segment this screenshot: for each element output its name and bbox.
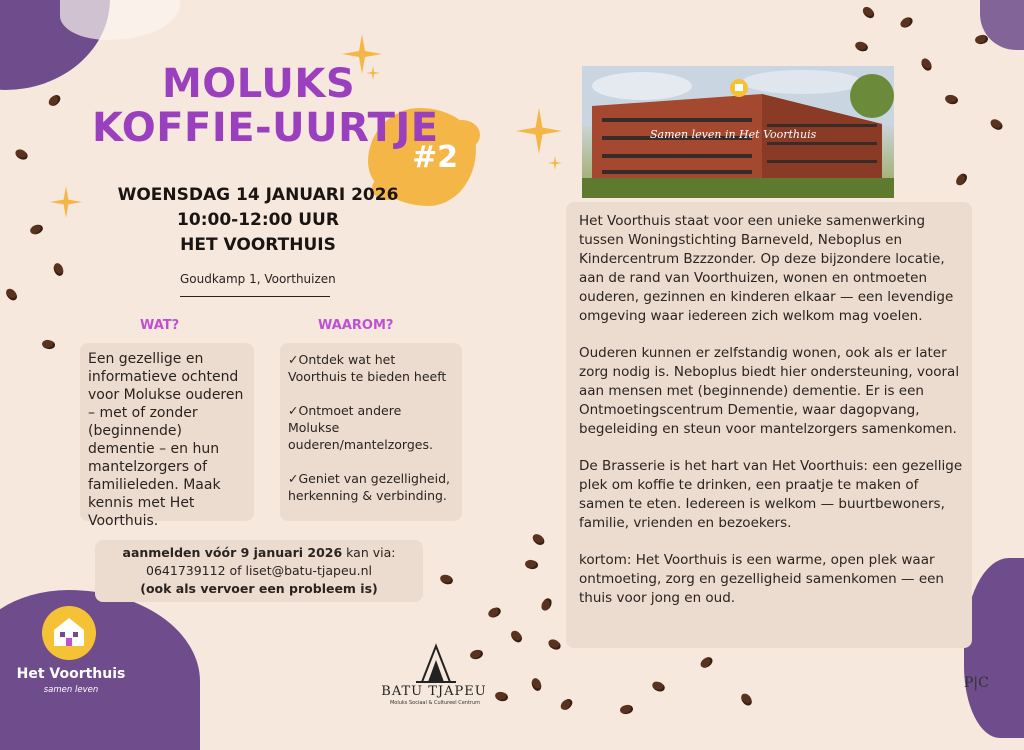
title-line-1: MOLUKS	[162, 61, 356, 107]
about-paragraph: Het Voorthuis staat voor een unieke samenwerking tussen Woningstichting Barneveld, Neboplus en Kindercentrum Bzzzonder. Op deze bijzondere locatie, aan de rand van Voorthuizen, wonen en ontmoeten ouderen, gezinnen en kinderen elkaar — een levendige omgeving waar iedereen zich welkom mag voelen.	[579, 213, 954, 324]
building-photo	[582, 66, 894, 198]
corner-decoration-top-right	[980, 0, 1024, 50]
batu-tjapeu-logo-icon	[412, 642, 460, 684]
edition-badge: #2	[412, 140, 459, 175]
batu-tjapeu-logo-tagline: Moluks Sociaal & Cultureel Centrum	[389, 700, 481, 706]
title-line-2: KOFFIE-UURTJE	[92, 105, 439, 151]
divider	[180, 296, 330, 297]
house-icon	[42, 606, 96, 660]
about-paragraph: De Brasserie is het hart van Het Voorthuis: een gezellige plek om koffie te drinken, een praatje te maken of samen te eten. Iedereen is welkom — buurtbewoners, familie, vrienden en bezoekers.	[579, 458, 963, 531]
registration-note: (ook als vervoer een probleem is)	[140, 581, 378, 596]
photo-caption: Samen leven in Het Voorthuis	[650, 128, 817, 141]
about-paragraph: kortom: Het Voorthuis is een warme, open plek waar ontmoeting, zorg en gezelligheid samenkomen — een thuis voor jong en oud.	[579, 552, 944, 606]
event-when	[88, 183, 428, 258]
event-time: 10:00-12:00 UUR	[177, 210, 339, 230]
event-date: WOENSDAG 14 JANUARI 2026	[117, 185, 399, 205]
corner-decoration-bottom-right	[964, 558, 1024, 738]
sparkle-icon	[50, 186, 82, 218]
wat-text: Een gezellige en informatieve ochtend voor Molukse ouderen – met of zonder (beginnende) dementie – en hun mantelzorgers of familieleden. Maak kennis met Het Voorthuis.	[88, 351, 244, 529]
about-text	[579, 212, 963, 626]
waarom-item: ✓Ontdek wat het Voorthuis te bieden heeft	[288, 352, 447, 384]
registration-contact[interactable]: 0641739112 of liset@batu-tjapeu.nl	[146, 563, 372, 578]
registration-deadline: aanmelden vóór 9 januari 2026	[122, 545, 343, 560]
event-title	[92, 62, 439, 150]
sparkle-icon	[548, 156, 562, 170]
voorthuis-logo-tagline: samen leven	[43, 685, 99, 695]
registration-via: kan via:	[342, 545, 396, 560]
voorthuis-logo-name: Het Voorthuis	[16, 666, 126, 682]
batu-tjapeu-logo-name: BATU TJAPEU	[381, 684, 487, 699]
voorthuis-logo	[42, 606, 96, 660]
sparkle-icon	[516, 108, 562, 154]
waarom-item: ✓Geniet van gezelligheid, herkenning & verbinding.	[288, 471, 450, 503]
waarom-list	[288, 351, 456, 504]
event-address: Goudkamp 1, Voorthuizen	[180, 272, 336, 286]
about-paragraph: Ouderen kunnen er zelfstandig wonen, ook als er later zorg nodig is. Neboplus biedt hier ondersteuning, vooral aan mensen met (beginnende) dementie. Er is een Ontmoetingscentrum Dementie, waar dagopvang, begeleiding en steun voor mantelzorgers samenkomen.	[579, 345, 960, 437]
torn-paper-top-left	[60, 0, 180, 40]
registration-box	[95, 540, 423, 602]
waarom-header: WAAROM?	[318, 318, 394, 333]
pc-mark: P|C	[964, 675, 989, 691]
registration-line	[95, 540, 423, 562]
waarom-item: ✓Ontmoet andere Molukse ouderen/mantelzorges.	[288, 403, 433, 452]
event-venue: HET VOORTHUIS	[180, 235, 336, 255]
wat-header: WAT?	[140, 318, 180, 333]
